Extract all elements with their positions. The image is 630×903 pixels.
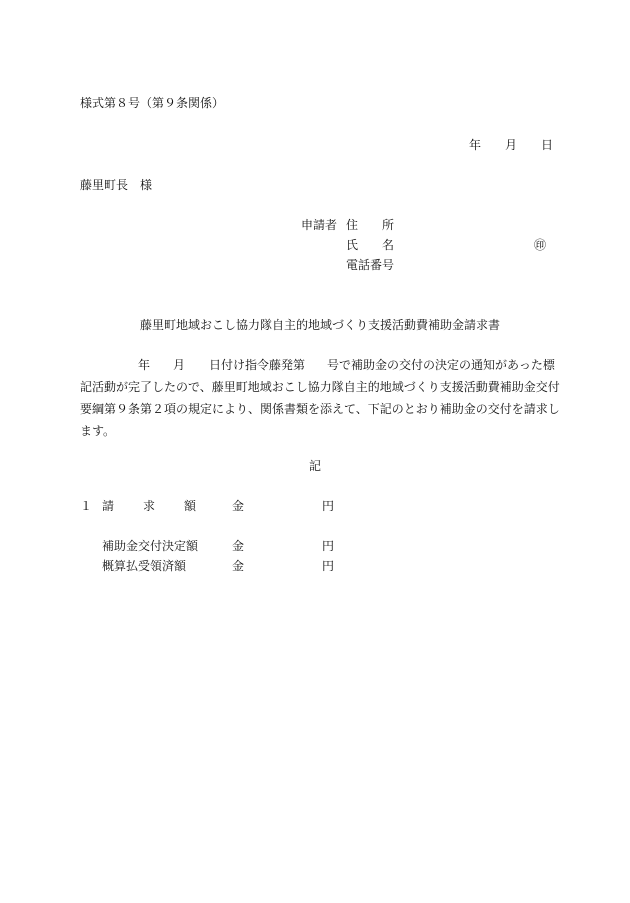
advance-currency-prefix: 金 <box>232 559 245 573</box>
address-label-1: 住 <box>346 218 359 232</box>
address-label-2: 所 <box>382 218 395 232</box>
request-amount-char-3: 額 <box>184 499 197 513</box>
body-line1-rest: 号で補助金の交付の決定の通知があった標 <box>327 358 555 372</box>
date-year-label: 年 <box>469 138 482 152</box>
decided-currency-prefix: 金 <box>232 539 245 553</box>
decided-currency-unit: 円 <box>322 539 335 553</box>
applicant-heading: 申請者 <box>301 218 338 232</box>
body-line4: ます。 <box>80 424 116 438</box>
date-day-label: 日 <box>541 138 554 152</box>
decided-amount-label: 補助金交付決定額 <box>102 539 199 553</box>
advance-amount-label: 概算払受領済額 <box>102 559 187 573</box>
request-amount-char-1: 請 <box>102 499 115 513</box>
body-month-label: 月 <box>173 358 186 372</box>
request-currency-unit: 円 <box>322 499 335 513</box>
body-directive-text: 日付け指令藤発第 <box>209 358 306 372</box>
name-label-1: 氏 <box>346 238 359 252</box>
request-amount-char-2: 求 <box>143 499 156 513</box>
item-number: １ <box>80 499 93 513</box>
seal-mark: ㊞ <box>534 238 547 252</box>
addressee: 藤里町長 様 <box>80 178 153 192</box>
body-line3: 要綱第９条第２項の規定により、関係書類を添えて、下記のとおり補助金の交付を請求し <box>80 402 560 416</box>
date-month-label: 月 <box>505 138 518 152</box>
form-number: 様式第８号（第９条関係） <box>80 96 225 110</box>
advance-currency-unit: 円 <box>322 559 335 573</box>
document-title: 藤里町地域おこし協力隊自主的地域づくり支援活動費補助金請求書 <box>140 318 501 332</box>
request-currency-prefix: 金 <box>232 499 245 513</box>
ki-heading: 記 <box>309 459 322 473</box>
body-line2: 記活動が完了したので、藤里町地域おこし協力隊自主的地域づくり支援活動費補助金交付 <box>80 380 560 394</box>
name-label-2: 名 <box>382 238 395 252</box>
phone-label: 電話番号 <box>346 258 395 272</box>
body-year-label: 年 <box>138 358 151 372</box>
